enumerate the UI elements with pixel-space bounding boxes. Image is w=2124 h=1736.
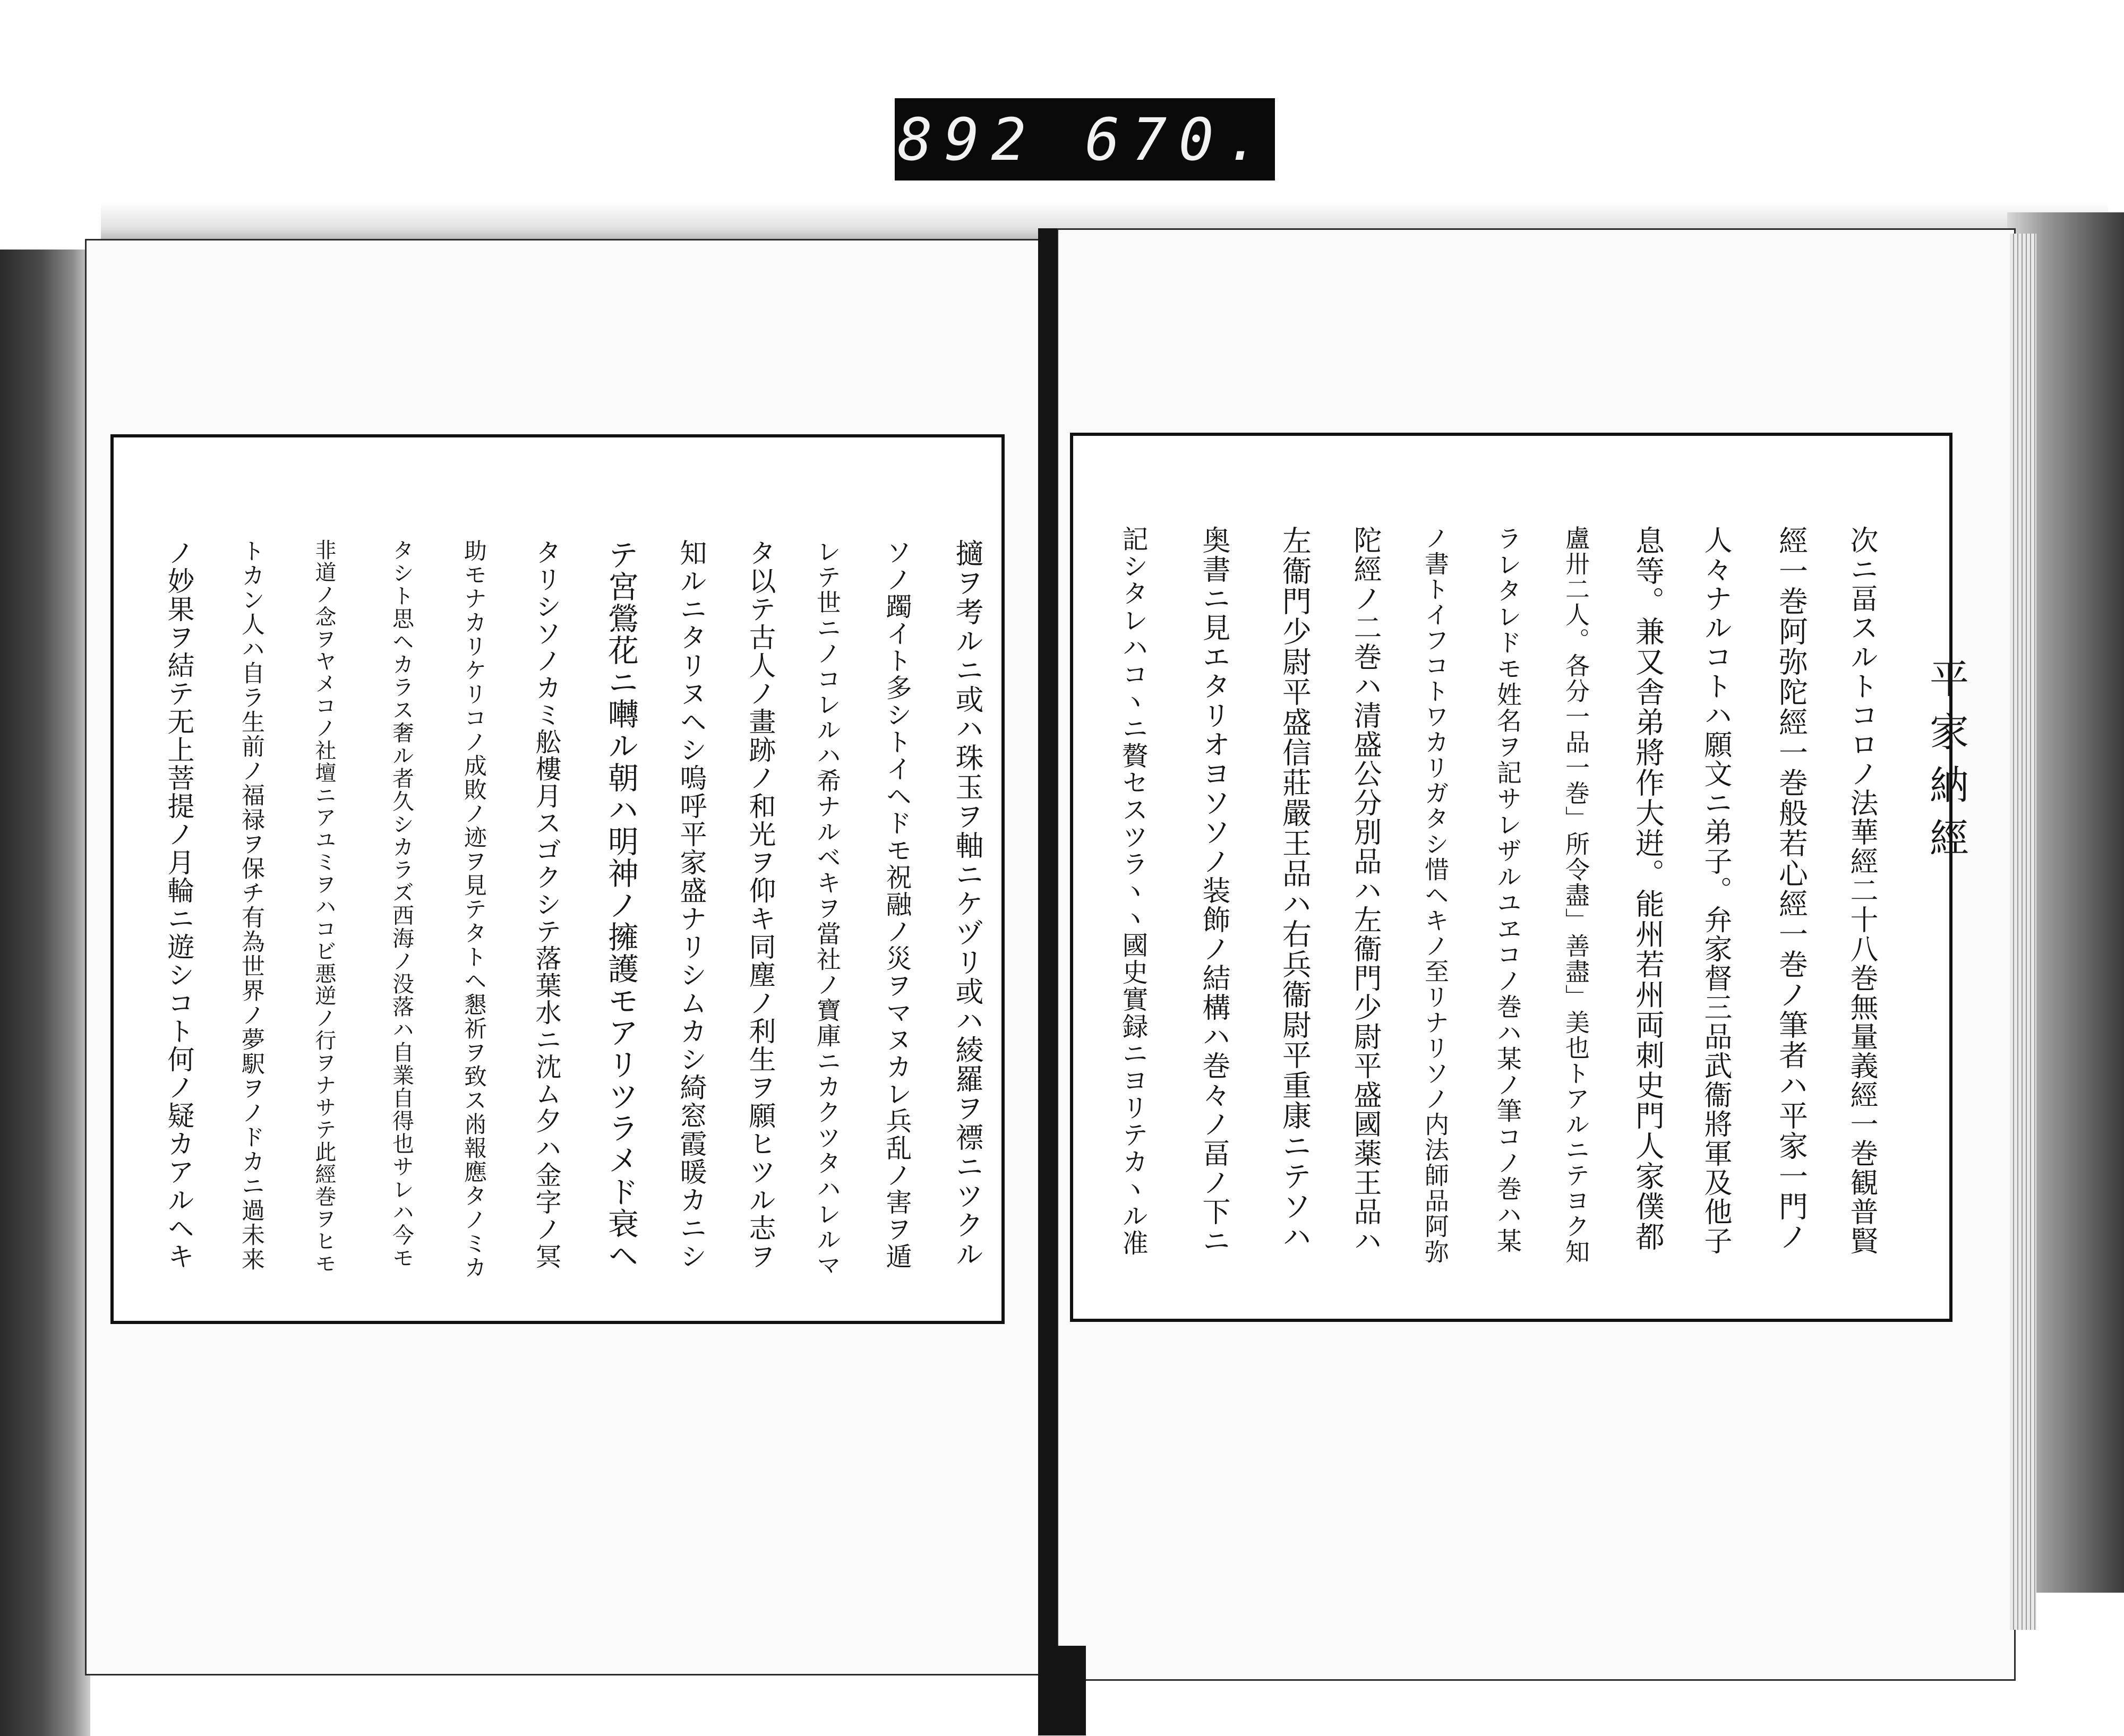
right-text-column: 人々ナルコトハ願文ニ弟子。弁家督三品武衞將軍及他子 (1700, 526, 1732, 1256)
right-text-column: 息等。兼又舎弟將作大逬。能州若州両刺史門人家僕都 (1631, 526, 1665, 1252)
right-text-column: 奥書ニ見エタリオヨソソノ装飾ノ結構ハ巻々ノ畐ノ下ニ (1198, 526, 1230, 1256)
right-text-column: ラレタレドモ姓名ヲ記サレザルユヱコノ巻ハ某ノ筆コノ巻ハ某 (1493, 526, 1522, 1254)
left-text-column: ノ妙果ヲ結テ无上菩提ノ月輪ニ遊シコト何ノ疑カアルヘキ (162, 539, 194, 1270)
page-title: 平家納經 (1923, 658, 1969, 871)
call-number-label: 892 670. (895, 98, 1275, 181)
book-gutter (1038, 228, 1057, 1735)
left-text-column: 擿ヲ考ルニ或ハ珠玉ヲ軸ニケヅリ或ハ綾羅ヲ褾ニツクル (951, 539, 983, 1269)
right-text-column: 陀經ノ二巻ハ清盛公分別品ハ左衞門少尉平盛國薬王品ハ (1349, 526, 1382, 1256)
left-text-column: ソノ躅イト多シトイヘドモ祝融ノ災ヲマヌカレ兵乱ノ害ヲ遁 (882, 539, 912, 1270)
right-text-column: ノ書トイフコトワカリガタシ惜ヘキノ至リナリソノ内法師品阿弥 (1421, 526, 1450, 1265)
right-text-column: 經一巻阿弥陀經一巻般若心經一巻ノ筆者ハ平家一門ノ (1774, 526, 1808, 1252)
left-text-column: タリシソノカミ舩樓月スゴクシテ落葉水ニ沈ム夕ハ金字ノ冥 (532, 539, 562, 1270)
right-text-column: 左衞門少尉平盛信莊嚴王品ハ右兵衞尉平重康ニテソハ (1278, 526, 1312, 1252)
left-text-column: タ以テ古人ノ畫跡ノ和光ヲ仰キ同塵ノ利生ヲ願ヒツル志ヲ (744, 539, 775, 1270)
right-text-column: 盧卅二人。各分一品一巻」所令盡」善盡」美也トアルニテヨク知 (1562, 526, 1590, 1265)
gutter-clip (1038, 1646, 1086, 1735)
left-text-column: 非道ノ念ヲヤメコノ社壇ニアユミヲハコビ悪逆ノ行ヲナサテ此經巻ヲヒモ (312, 539, 336, 1275)
left-text-column: タシト思ヘカラス奢ル者久シカラズ西海ノ没落ハ自業自得也サレハ今モ (389, 539, 414, 1269)
left-text-column: トカン人ハ自ラ生前ノ福禄ヲ保チ有為世界ノ夢駅ヲノドカニ過未来 (237, 539, 264, 1271)
right-text-column: 次ニ畐スルトコロノ法華經二十八巻無量義經一巻観普賢 (1846, 526, 1878, 1256)
left-text-column: 助モナカリケリコノ成敗ノ迹ヲ見テタトヘ懇祈ヲ致ス㡀報應タノミカ (460, 539, 487, 1279)
left-text-column: 知ルニタリヌヘシ嗚呼平家盛ナリシムカシ綺窓霞暖カニシ (675, 539, 706, 1270)
scan-left-shadow (0, 250, 90, 1736)
page-edges (2010, 234, 2036, 1630)
left-text-column: レテ世ニノコレルハ希ナルベキヲ當社ノ寶庫ニカクツタハレルマ (813, 539, 842, 1278)
right-text-column: 記シタレハコヽニ贅セスツラヽヽ國史實録ニヨリテカヽル准 (1118, 526, 1149, 1257)
left-text-column: テ宮鶯花ニ囀ル朝ハ明神ノ擁護モアリツラメド衰ヘ (603, 539, 639, 1271)
